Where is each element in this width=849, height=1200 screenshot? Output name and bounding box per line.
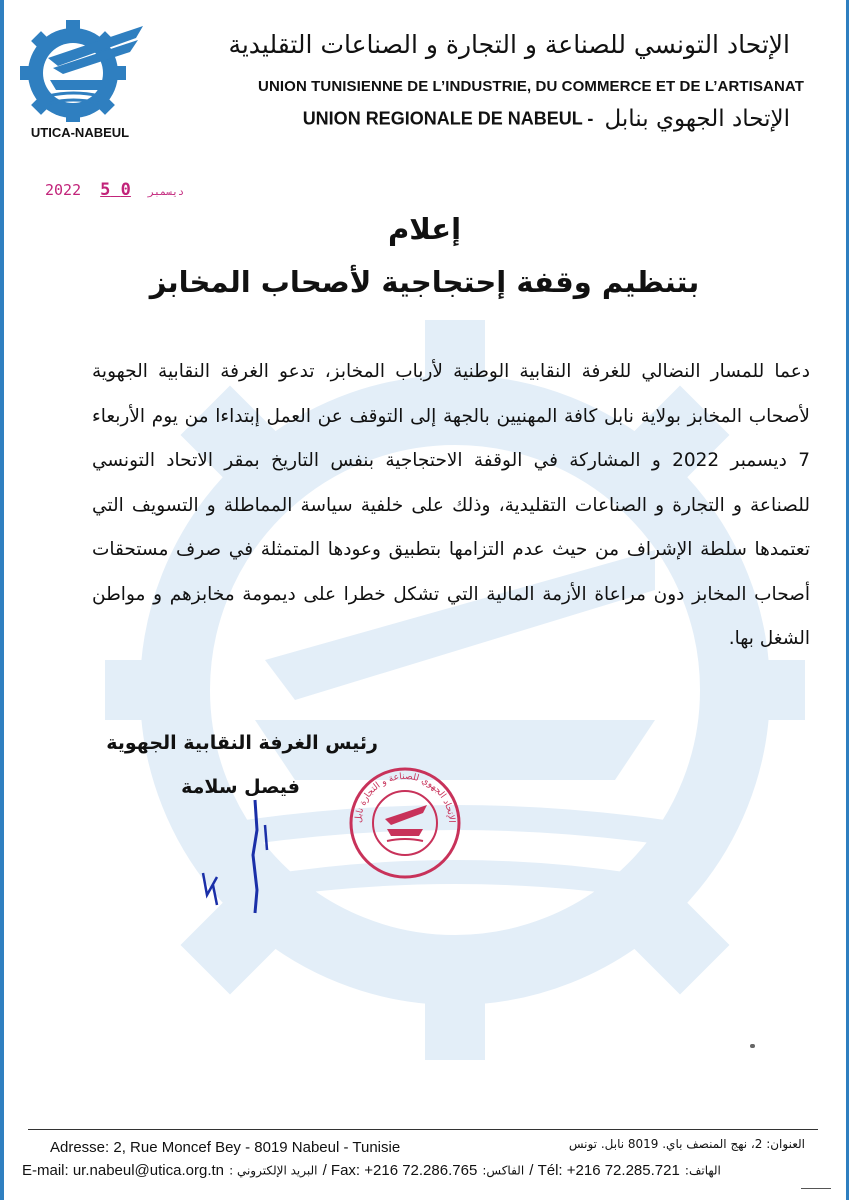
- logo-caption: UTICA-NABEUL: [30, 125, 130, 140]
- announcement-body: [92, 350, 810, 662]
- body-paragraph: دعما للمسار النضالي للغرفة النقابية الوطنية لأرباب المخابز، تدعو الغرفة النقابية الجهوية لأصحاب المخابز بولاية نابل كافة المهنيين بالجهة إلى التوقف عن العمل إبتداءا من يوم الأربعاء 7 ديسمبر 2022 و المشاركة في الوقفة الاحتجاجية بنفس التاريخ بمقر الاتحاد التونسي للصناعة و التجارة و الصناعات التقليدية، وذلك على خلفية سياسة المماطلة و التسويف التي تعتمدها سلطة الإشراف من حيث عدم التزامها بتطبيق وعودها المتمثلة في صرف مستحقات أصحاب المخابز دون مراعاة الأزمة المالية التي تشكل خطرا على ديمومة مخابزهم و مواطن الشغل بها.: [92, 361, 810, 649]
- handwritten-signature: [195, 795, 285, 915]
- header-arabic-title: الإتحاد التونسي للصناعة و التجارة و الصناعات التقليدية: [228, 30, 790, 59]
- ink-dot: [750, 1044, 755, 1048]
- email-arabic: : البريد الإلكتروني: [229, 1163, 318, 1178]
- seal-text: الإتحاد الجهوي للصناعة و التجارة نابل: [353, 771, 457, 824]
- address-french: Adresse: 2, Rue Moncef Bey - 8019 Nabeul - Tunisie: [50, 1139, 401, 1156]
- announcement-subject: بتنظيم وقفة إحتجاجية لأصحاب المخابز: [149, 265, 700, 299]
- utica-logo: [18, 18, 148, 123]
- regional-union-french: UNION REGIONALE DE NABEUL -: [302, 108, 594, 129]
- email-french: E-mail: ur.nabeul@utica.org.tn: [22, 1162, 224, 1179]
- official-seal: [345, 763, 465, 883]
- header-regional-union: [150, 106, 790, 132]
- footer-divider: [28, 1129, 818, 1130]
- fax-number: / Fax: +216 72.286.765: [322, 1162, 478, 1179]
- date-month: ديسمبر: [147, 187, 185, 198]
- signatory-name: فيصل سلامة: [181, 776, 300, 798]
- regional-union-arabic: الإتحاد الجهوي بنابل: [604, 106, 790, 132]
- fax-arabic: :الفاكس: [482, 1163, 525, 1178]
- announcement-heading: إعلام: [387, 212, 462, 246]
- date-year: 2022: [45, 181, 82, 199]
- telephone-number: / Tél: +216 72.285.721: [529, 1162, 680, 1179]
- header-french-title: UNION TUNISIENNE DE L’INDUSTRIE, DU COMMERCE ET DE L’ARTISANAT: [258, 78, 804, 95]
- page-edge-mark: [801, 1188, 831, 1189]
- footer-address: [50, 1137, 805, 1156]
- footer-contacts: [22, 1160, 812, 1179]
- address-arabic: العنوان: 2، نهج المنصف باي. 8019 نابل. تونس: [568, 1137, 805, 1151]
- date-day: 0 5: [100, 180, 131, 200]
- telephone-arabic: :الهاتف: [684, 1163, 721, 1178]
- left-border: [0, 0, 4, 1200]
- date-stamp: [45, 180, 192, 200]
- signatory-title: رئيس الغرفة النقابية الجهوية: [106, 732, 378, 754]
